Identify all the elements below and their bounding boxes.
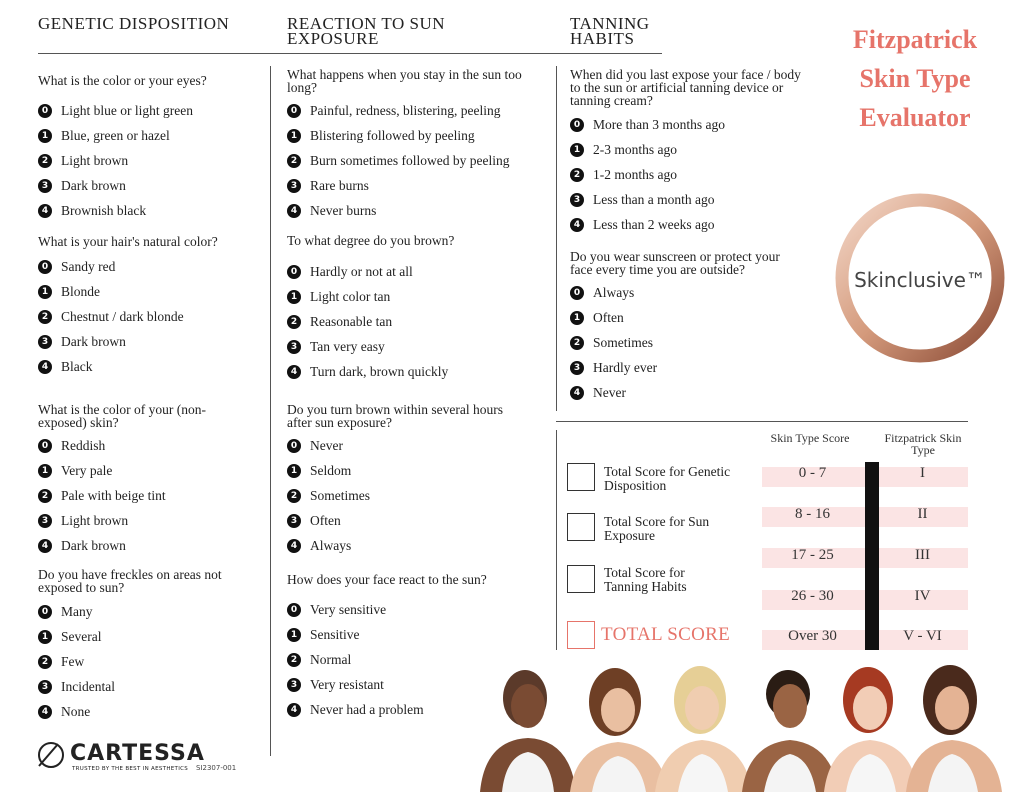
question-hair — [38, 235, 263, 375]
option[interactable]: 3 Tan very easy — [287, 339, 542, 355]
option[interactable]: 2 Few — [38, 654, 253, 670]
option[interactable]: 3 Dark brown — [38, 334, 263, 350]
number-2-icon: 2 — [38, 310, 52, 324]
option[interactable]: 4 Never burns — [287, 203, 542, 219]
option[interactable]: 0 Very sensitive — [287, 602, 542, 618]
number-1-icon: 1 — [287, 464, 301, 478]
number-4-icon: 4 — [287, 539, 301, 553]
number-3-icon: 3 — [38, 179, 52, 193]
score-box-sun[interactable] — [567, 513, 595, 541]
number-3-icon: 3 — [38, 680, 52, 694]
option[interactable]: 4 Black — [38, 359, 263, 375]
score-label-tanning: Total Score for Tanning Habits — [604, 565, 687, 594]
option[interactable]: 2 Chestnut / dark blonde — [38, 309, 263, 325]
number-3-icon: 3 — [570, 193, 584, 207]
question-eyes — [38, 74, 263, 219]
skinclusive-logo — [834, 192, 1006, 364]
number-4-icon: 4 — [38, 360, 52, 374]
number-2-icon: 2 — [287, 489, 301, 503]
option[interactable]: 4 Never had a problem — [287, 702, 542, 718]
type-cell: IV — [914, 588, 931, 604]
option[interactable]: 3 Less than a month ago — [570, 192, 805, 208]
number-2-icon: 2 — [287, 653, 301, 667]
option[interactable]: 2 Sometimes — [570, 335, 805, 351]
score-box-tanning[interactable] — [567, 565, 595, 593]
number-4-icon: 4 — [38, 539, 52, 553]
number-1-icon: 1 — [38, 630, 52, 644]
score-label-sun: Total Score for Sun Exposure — [604, 514, 710, 543]
number-2-icon: 2 — [570, 336, 584, 350]
models-photo-icon — [440, 660, 1024, 792]
number-3-icon: 3 — [38, 514, 52, 528]
option[interactable]: 2 Normal — [287, 652, 542, 668]
page-title — [820, 20, 1010, 137]
total-score-label: TOTAL SCORE — [601, 624, 730, 645]
table-divider-bar — [865, 462, 879, 650]
document-code: SI2307-001 — [196, 764, 237, 772]
number-3-icon: 3 — [287, 340, 301, 354]
score-cell: 26 - 30 — [791, 588, 834, 604]
option[interactable]: 2 Light brown — [38, 153, 263, 169]
number-1-icon: 1 — [287, 129, 301, 143]
number-1-icon: 1 — [38, 129, 52, 143]
question-text: Do you have freckles on areas not exposed to sun? — [38, 567, 222, 595]
type-cell: II — [917, 506, 928, 522]
score-rule — [556, 421, 968, 422]
option[interactable]: 1 Often — [570, 310, 805, 326]
title-line-3: Evaluator — [859, 103, 971, 132]
cartessa-logo-icon — [36, 740, 66, 770]
type-cell: I — [920, 465, 925, 481]
option[interactable]: 0 Reddish — [38, 438, 238, 454]
option[interactable]: 0 Painful, redness, blistering, peeling — [287, 103, 542, 119]
number-1-icon: 1 — [38, 464, 52, 478]
option[interactable]: 0 Always — [570, 285, 805, 301]
number-1-icon: 1 — [570, 143, 584, 157]
number-4-icon: 4 — [287, 204, 301, 218]
option[interactable]: 4 Never — [570, 385, 805, 401]
option[interactable]: 2 Sometimes — [287, 488, 527, 504]
divider-1 — [270, 66, 271, 756]
option[interactable]: 0 Never — [287, 438, 527, 454]
number-3-icon: 3 — [287, 514, 301, 528]
question-freckles — [38, 568, 253, 720]
number-0-icon: 0 — [38, 260, 52, 274]
score-cell: 8 - 16 — [795, 506, 830, 522]
logo-text: Skinclusive™ — [854, 268, 986, 292]
question-text: What is the color of your (non-exposed) skin? — [38, 402, 206, 430]
number-1-icon: 1 — [287, 290, 301, 304]
number-4-icon: 4 — [38, 204, 52, 218]
option[interactable]: 0 Light blue or light green — [38, 103, 263, 119]
option[interactable]: 2 1-2 months ago — [570, 167, 805, 183]
number-0-icon: 0 — [570, 286, 584, 300]
question-sunscreen — [570, 250, 805, 401]
header-rule — [38, 53, 662, 54]
number-2-icon: 2 — [38, 655, 52, 669]
option[interactable]: 4 Dark brown — [38, 538, 238, 554]
option[interactable]: 2 Burn sometimes followed by peeling — [287, 153, 542, 169]
option[interactable]: 4 Always — [287, 538, 527, 554]
option[interactable]: 1 Several — [38, 629, 253, 645]
question-skin — [38, 403, 238, 554]
title-line-1: Fitzpatrick — [852, 25, 978, 54]
divider-3 — [556, 430, 557, 650]
question-hours — [287, 403, 527, 554]
option[interactable]: 2 Pale with beige tint — [38, 488, 238, 504]
option[interactable]: 1 Blue, green or hazel — [38, 128, 263, 144]
option[interactable]: 1 Blonde — [38, 284, 263, 300]
option[interactable]: 0 Sandy red — [38, 259, 263, 275]
brand-name: CARTESSA — [70, 741, 205, 766]
score-label-genetic: Total Score for Genetic Disposition — [604, 464, 731, 493]
score-cell: Over 30 — [788, 628, 837, 644]
option[interactable]: 3 Very resistant — [287, 677, 542, 693]
number-0-icon: 0 — [570, 118, 584, 132]
question-text: How does your face react to the sun? — [287, 572, 487, 587]
header-genetic: GENETIC DISPOSITION — [38, 14, 230, 33]
col-header-score: Skin Type Score — [770, 431, 850, 445]
option[interactable]: 3 Dark brown — [38, 178, 263, 194]
score-cell: 17 - 25 — [791, 547, 834, 563]
option[interactable]: 1 Light color tan — [287, 289, 542, 305]
number-0-icon: 0 — [287, 104, 301, 118]
question-text: When did you last expose your face / body to the sun or artificial tanning device or tanning cream? — [570, 67, 801, 108]
number-4-icon: 4 — [287, 365, 301, 379]
number-1-icon: 1 — [38, 285, 52, 299]
question-text: Do you turn brown within several hours after sun exposure? — [287, 402, 503, 430]
score-box-total[interactable] — [567, 621, 595, 649]
option[interactable]: 1 Sensitive — [287, 627, 542, 643]
option[interactable]: 1 Seldom — [287, 463, 527, 479]
question-text: Do you wear sunscreen or protect your face every time you are outside? — [570, 249, 780, 277]
option[interactable]: 3 Often — [287, 513, 527, 529]
question-expose — [570, 68, 805, 233]
option[interactable]: 1 Very pale — [38, 463, 238, 479]
option[interactable]: 4 Brownish black — [38, 203, 263, 219]
number-2-icon: 2 — [38, 489, 52, 503]
header-sun: REACTION TO SUN EXPOSURE — [287, 14, 445, 48]
option[interactable]: 0 Many — [38, 604, 253, 620]
number-2-icon: 2 — [287, 154, 301, 168]
number-4-icon: 4 — [287, 703, 301, 717]
number-3-icon: 3 — [570, 361, 584, 375]
title-line-2: Skin Type — [859, 64, 971, 93]
option[interactable]: 3 Hardly ever — [570, 360, 805, 376]
number-0-icon: 0 — [287, 265, 301, 279]
number-4-icon: 4 — [570, 386, 584, 400]
number-3-icon: 3 — [38, 335, 52, 349]
number-0-icon: 0 — [287, 439, 301, 453]
option[interactable]: 0 More than 3 months ago — [570, 117, 805, 133]
option[interactable]: 4 Less than 2 weeks ago — [570, 217, 805, 233]
question-text: To what degree do you brown? — [287, 233, 455, 248]
number-2-icon: 2 — [570, 168, 584, 182]
option[interactable]: 4 None — [38, 704, 253, 720]
type-cell: III — [915, 547, 930, 563]
option[interactable]: 1 Blistering followed by peeling — [287, 128, 542, 144]
number-0-icon: 0 — [38, 439, 52, 453]
number-4-icon: 4 — [570, 218, 584, 232]
question-sun-long — [287, 68, 542, 219]
score-cell: 0 - 7 — [798, 465, 827, 481]
divider-2 — [556, 66, 557, 411]
question-brown — [287, 234, 542, 380]
option[interactable]: 3 Light brown — [38, 513, 238, 529]
brand-tagline: TRUSTED BY THE BEST IN AESTHETICS — [72, 766, 189, 772]
col-header-type: Fitzpatrick Skin Type — [884, 431, 962, 457]
question-text: What is your hair's natural color? — [38, 234, 218, 249]
score-box-genetic[interactable] — [567, 463, 595, 491]
number-1-icon: 1 — [570, 311, 584, 325]
option[interactable]: 4 Turn dark, brown quickly — [287, 364, 542, 380]
header-tanning: TANNING HABITS — [570, 14, 650, 48]
number-4-icon: 4 — [38, 705, 52, 719]
option[interactable]: 3 Incidental — [38, 679, 253, 695]
number-3-icon: 3 — [287, 179, 301, 193]
number-1-icon: 1 — [287, 628, 301, 642]
number-2-icon: 2 — [287, 315, 301, 329]
question-text: What is the color or your eyes? — [38, 73, 207, 88]
option[interactable]: 0 Hardly or not at all — [287, 264, 542, 280]
type-cell: V - VI — [903, 628, 942, 644]
number-0-icon: 0 — [38, 605, 52, 619]
option[interactable]: 2 Reasonable tan — [287, 314, 542, 330]
question-text: What happens when you stay in the sun too long? — [287, 67, 522, 95]
number-3-icon: 3 — [287, 678, 301, 692]
option[interactable]: 3 Rare burns — [287, 178, 542, 194]
number-0-icon: 0 — [287, 603, 301, 617]
number-2-icon: 2 — [38, 154, 52, 168]
number-0-icon: 0 — [38, 104, 52, 118]
option[interactable]: 1 2-3 months ago — [570, 142, 805, 158]
models-photo — [440, 660, 1024, 792]
